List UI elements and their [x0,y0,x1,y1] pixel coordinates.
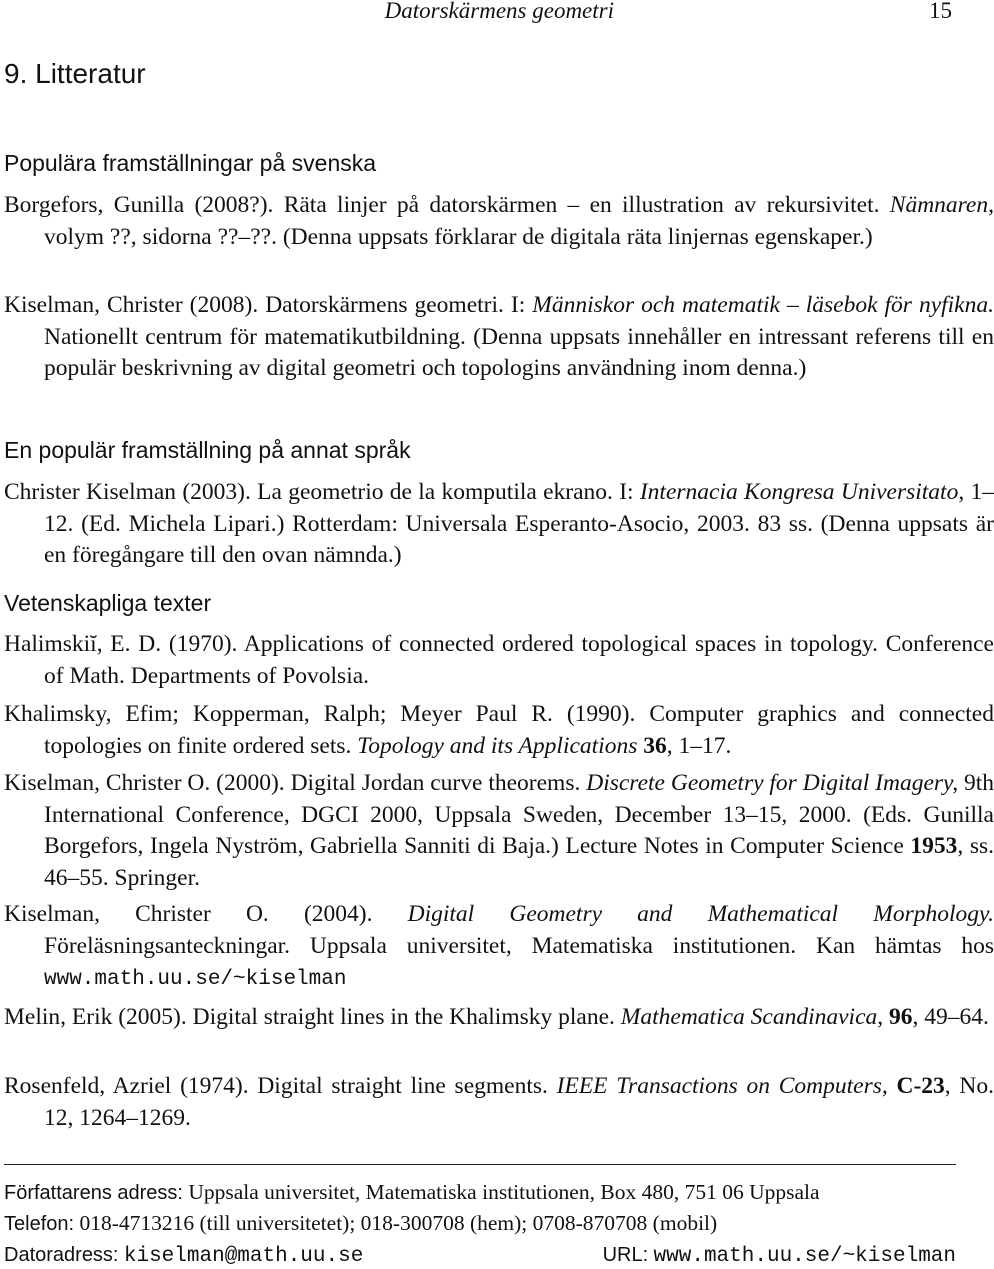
subsection-title: Vetenskapliga texter [4,590,212,616]
subsection-title: En populär framställning på annat språk [4,437,411,463]
reference-url[interactable]: www.math.uu.se/~kiselman [44,968,347,991]
footer-url: URL: www.math.uu.se/~kiselman [602,1244,956,1268]
reference-kiselman-2004: Kiselman, Christer O. (2004). Digital Geometry and Mathematical Morphology. Föreläsningsanteckningar. Uppsala universitet, Matematiska institutionen. Kan hämtas hos www.math.uu.se/~kiselman [4,901,994,991]
reference-kiselman-2000: Kiselman, Christer O. (2000). Digital Jordan curve theorems. Discrete Geometry for Digital Imagery, 9th International Conference, DGCI 2000, Uppsala Sweden, December 13–15, 2000. (Eds. Gunilla Borgefors, Ingela Nyström, Gabriella Sanniti di Baja.) Lecture Notes in Computer Science 1953, ss. 46–55. Springer. [4,770,994,891]
reference-melin: Melin, Erik (2005). Digital straight lines in the Khalimsky plane. Mathematica Scandinavica, 96, 49–64. [4,1004,989,1030]
reference-borgefors: Borgefors, Gunilla (2008?). Räta linjer på datorskärmen – en illustration av rekursivitet. Nämnaren, volym ??, sidorna ??–??. (Denna uppsats förklarar de digitala räta linjernas egenskaper.) [4,192,994,250]
section-title: 9. Litteratur [4,58,146,89]
footer-address: Författarens adress: Uppsala universitet, Matematiska institutionen, Box 480, 751 06 Uppsala [4,1180,820,1204]
reference-kiselman-2003: Christer Kiselman (2003). La geometrio de la komputila ekrano. I: Internacia Kongresa Universitato, 1–12. (Ed. Michela Lipari.) Rotterdam: Universala Esperanto-Asocio, 2003. 83 ss. (Denna uppsats är en föregångare till den ovan nämnda.) [4,479,994,568]
reference-khalimsky: Khalimsky, Efim; Kopperman, Ralph; Meyer Paul R. (1990). Computer graphics and connected topologies on finite ordered sets. Topology and its Applications 36, 1–17. [4,701,994,759]
reference-halimskii: Halimskiĭ, E. D. (1970). Applications of connected ordered topological spaces in topology. Conference of Math. Departments of Povolsia. [4,631,994,689]
page-number: 15 [929,0,952,23]
reference-rosenfeld: Rosenfeld, Azriel (1974). Digital straight line segments. IEEE Transactions on Computers, C-23, No. 12, 1264–1269. [4,1073,994,1131]
email-link[interactable]: kiselman@math.uu.se [123,1245,364,1268]
homepage-link[interactable]: www.math.uu.se/~kiselman [653,1245,956,1268]
running-title: Datorskärmens geometri [384,0,614,23]
running-header [0,0,956,28]
subsection-title: Populära framställningar på svenska [4,150,377,176]
footer-phone: Telefon: 018-4713216 (till universitetet); 018-300708 (hem); 0708-870708 (mobil) [4,1211,718,1235]
footer-divider [4,1164,956,1165]
footer-contact: Datoradress: kiselman@math.uu.se URL: www.math.uu.se/~kiselman [4,1244,956,1268]
reference-kiselman-2008: Kiselman, Christer (2008). Datorskärmens geometri. I: Människor och matematik – läsebok för nyfikna. Nationellt centrum för matematikutbildning. (Denna uppsats innehåller en intressant referens till en populär beskrivning av digital geometri och topologins användning inom denna.) [4,292,994,381]
